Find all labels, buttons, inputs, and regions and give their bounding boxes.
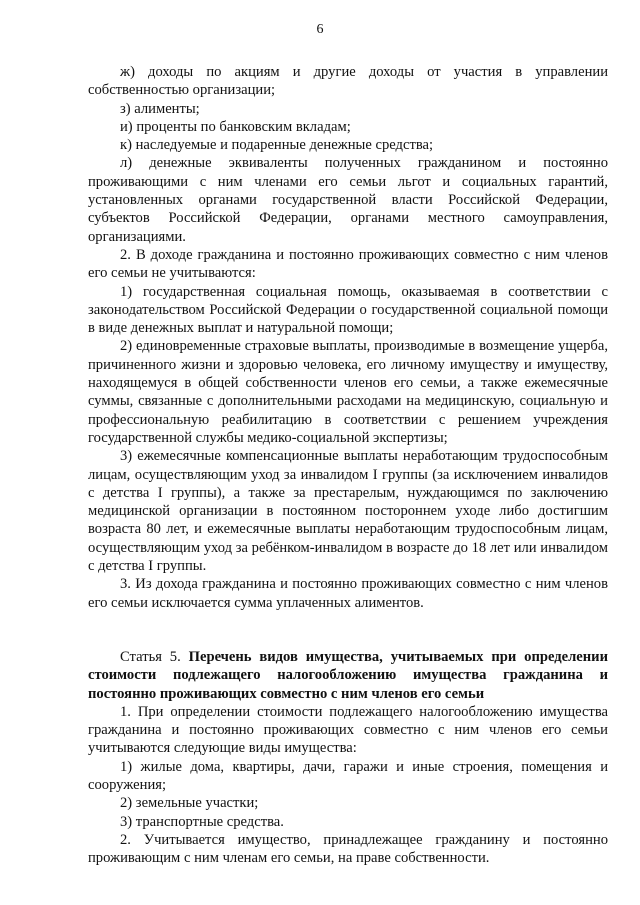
document-body <box>88 63 608 867</box>
paragraph: 3) ежемесячные компенсационные выплаты неработающим трудоспособным лицам, осуществляющим уход за инвалидом I группы (за исключением инвалидов с детства I группы), а также за престарелым, нуждающимся по заключению медицинской организации в постоянном постороннем уходе либо достигшим возраста 80 лет, и ежемесячные выплаты неработающим трудоспособным лицам, осуществляющим уход за ребёнком-инвалидом в возрасте до 18 лет или инвалидом с детства I группы. <box>88 448 608 575</box>
page-number: 6 <box>316 22 324 37</box>
paragraph: 2. Учитывается имущество, принадлежащее гражданину и постоянно проживающим с ним членам его семьи, на праве собственности. <box>88 831 608 867</box>
paragraph: 1. При определении стоимости подлежащего налогообложению имущества гражданина и постоянно проживающих совместно с ним членов его семьи учитываются следующие виды имущества: <box>88 703 608 757</box>
paragraph: 1) государственная социальная помощь, оказываемая в соответствии с законодательством Российской Федерации о государственной социальной помощи в виде денежных выплат и натуральной помощи; <box>88 283 608 337</box>
article-label: Статья 5. <box>120 648 189 665</box>
paragraph: 2) земельные участки; <box>120 795 259 812</box>
paragraph: 1) жилые дома, квартиры, дачи, гаражи и иные строения, помещения и сооружения; <box>88 758 608 793</box>
paragraph: ж) доходы по акциям и другие доходы от участия в управлении собственностью организации; <box>88 64 608 99</box>
paragraph: з) алименты; <box>120 100 200 117</box>
paragraph: 3. Из дохода гражданина и постоянно проживающих совместно с ним членов его семьи исключается сумма уплаченных алиментов. <box>88 576 608 611</box>
paragraph: 3) транспортные средства. <box>120 813 284 830</box>
paragraph: 2. В доходе гражданина и постоянно проживающих совместно с ним членов его семьи не учитываются: <box>88 246 608 282</box>
paragraph: к) наследуемые и подаренные денежные средства; <box>120 137 434 154</box>
paragraph: 2) единовременные страховые выплаты, производимые в возмещение ущерба, причиненного жизни и здоровью человека, его личному имуществу и имуществу, находящемуся в общей собственности членов его семьи, а также ежемесячные суммы, связанные с дополнительными расходами на медицинскую, социальную и профессиональную реабилитацию в соответствии с решением учреждения государственной службы медико-социальной экспертизы; <box>88 338 608 446</box>
article-title: Перечень видов имущества, учитываемых при определении стоимости подлежащего налогообложению имущества гражданина и постоянно проживающих совместно с ним членов его семьи <box>88 648 608 702</box>
article-heading <box>88 648 608 703</box>
paragraph: и) проценты по банковским вкладам; <box>120 118 351 135</box>
paragraph: л) денежные эквиваленты полученных гражданином и постоянно проживающими с ним членами его семьи льгот и социальных гарантий, установленных органами государственной власти Российской Федерации, субъектов Российской Федерации, органами местного самоуправления, организациями. <box>88 155 608 245</box>
section-gap <box>88 612 608 648</box>
